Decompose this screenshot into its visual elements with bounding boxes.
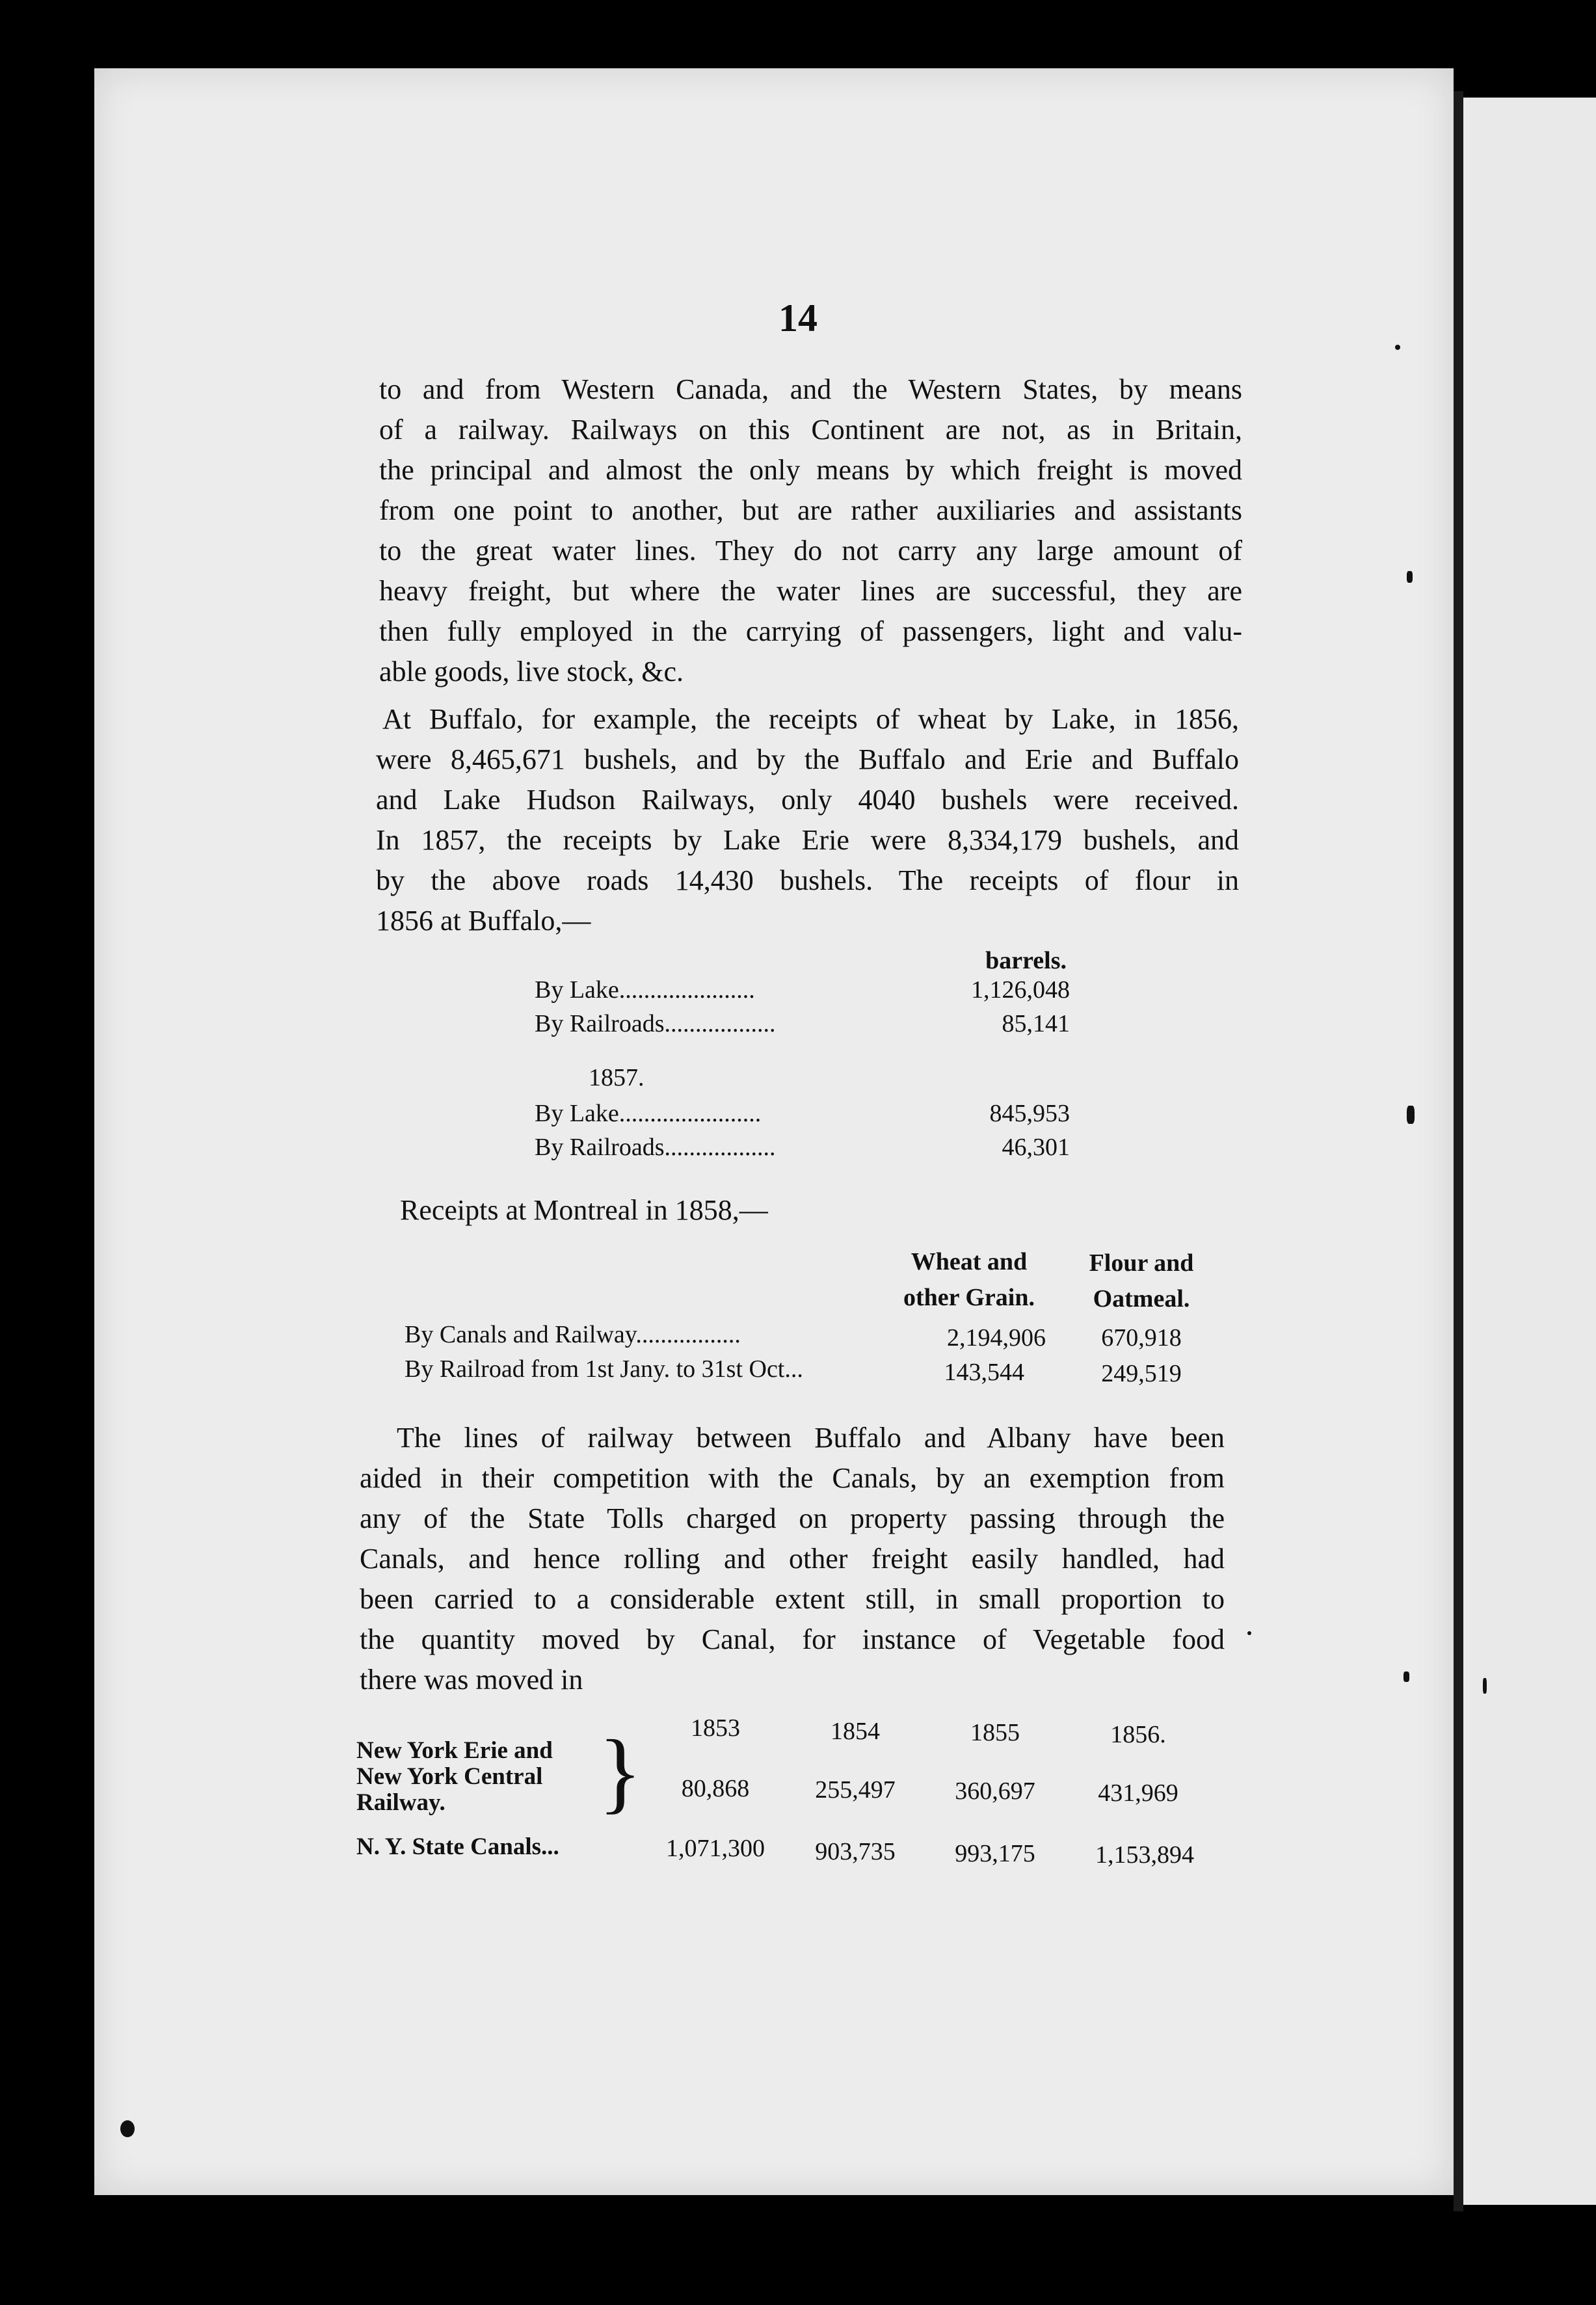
text-line: been carried to a considerable extent still, in small proportion to	[360, 1583, 1225, 1615]
text-line: able goods, live stock, &c.	[379, 656, 684, 687]
row-label: By Railroads	[535, 1010, 665, 1037]
row-value: 845,953	[989, 1100, 1070, 1127]
text-line: the principal and almost the only means by which freight is moved	[379, 454, 1242, 486]
row-label: New York Erie and	[356, 1737, 553, 1764]
dot-leader: ..................	[664, 1010, 776, 1037]
table-row	[535, 976, 755, 1004]
ink-speck	[1247, 1631, 1251, 1635]
row-label: By Canals and Railway	[405, 1321, 636, 1348]
text-line: The lines of railway between Buffalo and Albany have been	[397, 1422, 1225, 1454]
row-value: 143,544	[944, 1359, 1024, 1386]
row-value: 80,868	[681, 1775, 750, 1802]
dot-leader: .................	[635, 1321, 741, 1348]
text-line: and Lake Hudson Railways, only 4040 bushels were received.	[376, 784, 1239, 816]
table-row	[405, 1355, 803, 1383]
row-value: 46,301	[1002, 1134, 1070, 1161]
row-value: 1,153,894	[1095, 1841, 1194, 1869]
text-line: 1856 at Buffalo,—	[376, 905, 591, 937]
year-header: 1856.	[1110, 1721, 1166, 1748]
row-label: New York Central	[356, 1763, 543, 1790]
text-line: the quantity moved by Canal, for instance of Vegetable food	[360, 1623, 1225, 1655]
ink-speck	[120, 2120, 135, 2137]
row-value: 2,194,906	[947, 1324, 1046, 1352]
table-row	[405, 1320, 741, 1349]
text-line: any of the State Tolls charged on property passing through the	[360, 1502, 1225, 1534]
text-line: then fully employed in the carrying of passengers, light and valu-	[379, 615, 1242, 647]
ink-speck	[1403, 1672, 1409, 1682]
year-header: 1854	[831, 1718, 880, 1745]
year-header: 1855	[970, 1719, 1020, 1746]
text-line: Canals, and hence rolling and other freight easily handled, had	[360, 1543, 1225, 1575]
text-line: were 8,465,671 bushels, and by the Buffalo and Erie and Buffalo	[376, 743, 1239, 775]
column-header: Oatmeal.	[1093, 1285, 1190, 1312]
paragraph-3	[360, 1418, 1225, 1700]
text-line: there was moved in	[360, 1664, 583, 1696]
row-label: By Lake	[535, 1100, 619, 1127]
row-value: 670,918	[1101, 1324, 1182, 1352]
text-line: of a railway. Railways on this Continent are not, as in Britain,	[379, 414, 1242, 446]
ink-speck	[1407, 571, 1413, 583]
dot-leader: ...	[784, 1355, 803, 1383]
text-line: In 1857, the receipts by Lake Erie were 8,334,179 bushels, and	[376, 824, 1239, 856]
montreal-heading: Receipts at Montreal in 1858,—	[400, 1194, 768, 1226]
row-value: 360,697	[955, 1778, 1035, 1805]
row-value: 1,071,300	[666, 1835, 765, 1862]
column-header: Wheat and	[911, 1248, 1028, 1275]
row-label: N. Y. State Canals...	[356, 1833, 559, 1860]
brace-symbol: }	[598, 1722, 643, 1822]
paragraph-2	[376, 699, 1239, 941]
paragraph-1	[379, 369, 1242, 692]
row-value: 1,126,048	[971, 976, 1070, 1004]
row-value: 431,969	[1098, 1779, 1178, 1807]
dot-leader: ......................	[618, 976, 755, 1004]
text-line: heavy freight, but where the water lines are successful, they are	[379, 575, 1242, 607]
year-header: 1853	[691, 1714, 740, 1742]
row-label: By Railroad from 1st Jany. to 31st Oct	[405, 1355, 785, 1383]
text-line: aided in their competition with the Canals, by an exemption from	[360, 1462, 1225, 1494]
year-label: 1857.	[589, 1064, 645, 1091]
table-row	[535, 1009, 775, 1038]
facing-page-edge	[1454, 91, 1463, 2211]
text-line: At Buffalo, for example, the receipts of wheat by Lake, in 1856,	[382, 703, 1239, 735]
page-number: 14	[778, 297, 818, 340]
text-line: from one point to another, but are rather auxiliaries and assistants	[379, 494, 1242, 526]
column-header: other Grain.	[903, 1284, 1035, 1311]
ink-speck	[1407, 1106, 1415, 1124]
text-line: by the above roads 14,430 bushels. The receipts of flour in	[376, 864, 1239, 896]
row-value: 255,497	[815, 1776, 896, 1804]
row-value: 85,141	[1002, 1010, 1070, 1037]
column-header: Flour and	[1089, 1249, 1194, 1277]
table-row	[535, 1099, 761, 1128]
facing-page	[1463, 98, 1596, 2205]
unit-header: barrels.	[985, 947, 1067, 974]
row-value: 903,735	[815, 1838, 896, 1865]
row-value: 993,175	[955, 1840, 1035, 1867]
ink-speck	[1483, 1678, 1487, 1694]
row-value: 249,519	[1101, 1360, 1182, 1387]
row-label: By Lake	[535, 976, 619, 1004]
dot-leader: ..................	[664, 1134, 776, 1161]
text-line: to and from Western Canada, and the Western States, by means	[379, 373, 1242, 405]
ink-speck	[1395, 345, 1400, 350]
row-label: By Railroads	[535, 1134, 665, 1161]
row-label: Railway.	[356, 1789, 446, 1816]
table-row	[535, 1133, 775, 1162]
text-line: to the great water lines. They do not carry any large amount of	[379, 535, 1242, 566]
dot-leader: .......................	[618, 1100, 762, 1127]
